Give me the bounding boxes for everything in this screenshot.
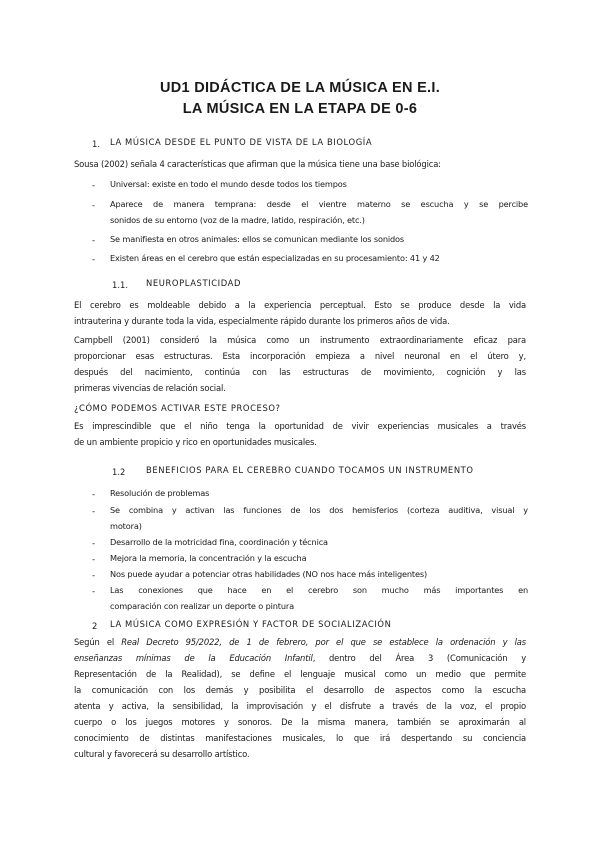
section1-1-heading: NEUROPLASTICIDAD — [146, 278, 242, 288]
biology-item-2 — [110, 196, 528, 228]
decree-title-part2: enseñanzas mínimas de la Educación Infantil — [74, 653, 313, 663]
paragraph-line: cuerpo o los juegos motores y sonoros. De la misma manera, también se aproximarán al — [74, 717, 526, 727]
benefit-item-2-line2: motora) — [110, 521, 142, 531]
bullet-dash: - — [92, 586, 96, 596]
benefit-item-4: Mejora la memoria, la concentración y la escucha — [110, 553, 307, 563]
activation-question: ¿CÓMO PODEMOS ACTIVAR ESTE PROCESO? — [74, 403, 281, 413]
section1-1-number: 1.1. — [112, 280, 128, 290]
paragraph-line: la comunicación con los demás y posibilita el desarrollo de aspectos como la escucha — [74, 685, 526, 695]
benefit-item-3: Desarrollo de la motricidad fina, coordinación y técnica — [110, 537, 328, 547]
benefit-item-6 — [110, 582, 528, 614]
paragraph-line: proporcionar esas estructuras. Esta incorporación empieza a nivel neuronal en el útero y, — [74, 351, 526, 361]
decree-title-part1: Real Decreto 95/2022, de 1 de febrero, por el que se establece la ordenación y las — [121, 637, 526, 647]
bullet-dash: - — [92, 538, 96, 548]
section2-heading: LA MÚSICA COMO EXPRESIÓN Y FACTOR DE SOCIALIZACIÓN — [110, 619, 392, 629]
bullet-dash: - — [92, 554, 96, 564]
biology-item-2-line1: Aparece de manera temprana: desde el vientre materno se escucha y se percibe — [110, 199, 528, 209]
paragraph-line — [74, 650, 526, 666]
benefit-item-5: Nos puede ayudar a potenciar otras habilidades (NO nos hace más inteligentes) — [110, 569, 428, 579]
bullet-dash: - — [92, 180, 96, 190]
bullet-dash: - — [92, 570, 96, 580]
biology-item-3: Se manifiesta en otros animales: ellos se comunican mediante los sonidos — [110, 234, 405, 244]
paragraph-line: después del nacimiento, continúa con las estructuras de movimiento, cognición y las — [74, 367, 526, 377]
paragraph-line: Representación de la Realidad), se define el lenguaje musical como un medio que permite — [74, 669, 526, 679]
document-title-line2: LA MÚSICA EN LA ETAPA DE 0-6 — [182, 101, 418, 117]
paragraph-line: primeras vivencias de relación social. — [74, 383, 226, 393]
bullet-dash: - — [92, 254, 96, 264]
section1-heading: LA MÚSICA DESDE EL PUNTO DE VISTA DE LA BIOLOGÍA — [110, 137, 373, 147]
socialization-paragraph — [74, 634, 526, 762]
section2-number: 2 — [92, 621, 98, 631]
activation-paragraph — [74, 418, 526, 450]
document-title-line1: UD1 DIDÁCTICA DE LA MÚSICA EN E.I. — [159, 80, 441, 96]
benefit-item-6-line1: Las conexiones que hace en el cerebro son mucho más importantes en — [110, 585, 528, 595]
benefit-item-6-line2: comparación con realizar un deporte o pintura — [110, 601, 294, 611]
paragraph-line — [74, 634, 526, 650]
section1-number: 1. — [92, 139, 100, 149]
paragraph-line: intrauterina y durante toda la vida, especialmente rápido durante los primeros años de vida. — [74, 316, 450, 326]
bullet-dash: - — [92, 235, 96, 245]
biology-item-1: Universal: existe en todo el mundo desde todos los tiempos — [110, 179, 347, 189]
section1-2-heading: BENEFICIOS PARA EL CEREBRO CUANDO TOCAMOS UN INSTRUMENTO — [146, 465, 474, 475]
bullet-dash: - — [92, 489, 96, 499]
section1-2-number: 1.2 — [112, 467, 126, 477]
bullet-dash: - — [92, 506, 96, 516]
neuroplasticity-paragraph-1 — [74, 297, 526, 329]
benefit-item-1: Resolución de problemas — [110, 488, 210, 498]
benefit-item-2-line1: Se combina y activan las funciones de los dos hemisferios (corteza auditiva, visual y — [110, 505, 528, 515]
biology-item-4: Existen áreas en el cerebro que están especializadas en su procesamiento: 41 y 42 — [110, 253, 440, 263]
decree-lead-text: Según el — [74, 637, 122, 647]
bullet-dash: - — [92, 200, 96, 210]
biology-item-2-line2: sonidos de su entorno (voz de la madre, latido, respiración, etc.) — [110, 215, 365, 225]
paragraph-line: cultural y favorecerá su desarrollo artístico. — [74, 749, 250, 759]
section1-intro: Sousa (2002) señala 4 características que afirman que la música tiene una base biológica: — [74, 159, 441, 169]
paragraph-line: conocimiento de distintas manifestaciones musicales, lo que irá despertando su conciencia — [74, 733, 526, 743]
paragraph-line: atenta y activa, la sensibilidad, la improvisación y el disfrute a través de la voz, el propio — [74, 701, 526, 711]
benefit-item-2 — [110, 502, 528, 534]
paragraph-line: Es imprescindible que el niño tenga la oportunidad de vivir experiencias musicales a través — [74, 421, 526, 431]
paragraph-line: de un ambiente propicio y rico en oportunidades musicales. — [74, 437, 317, 447]
neuroplasticity-paragraph-2 — [74, 332, 526, 396]
paragraph-line: Campbell (2001) consideró la música como un instrumento extraordinariamente eficaz para — [74, 335, 526, 345]
area-text: , dentro del Área 3 (Comunicación y — [312, 653, 526, 663]
paragraph-line: El cerebro es moldeable debido a la experiencia perceptual. Esto se produce desde la vida — [74, 300, 526, 310]
